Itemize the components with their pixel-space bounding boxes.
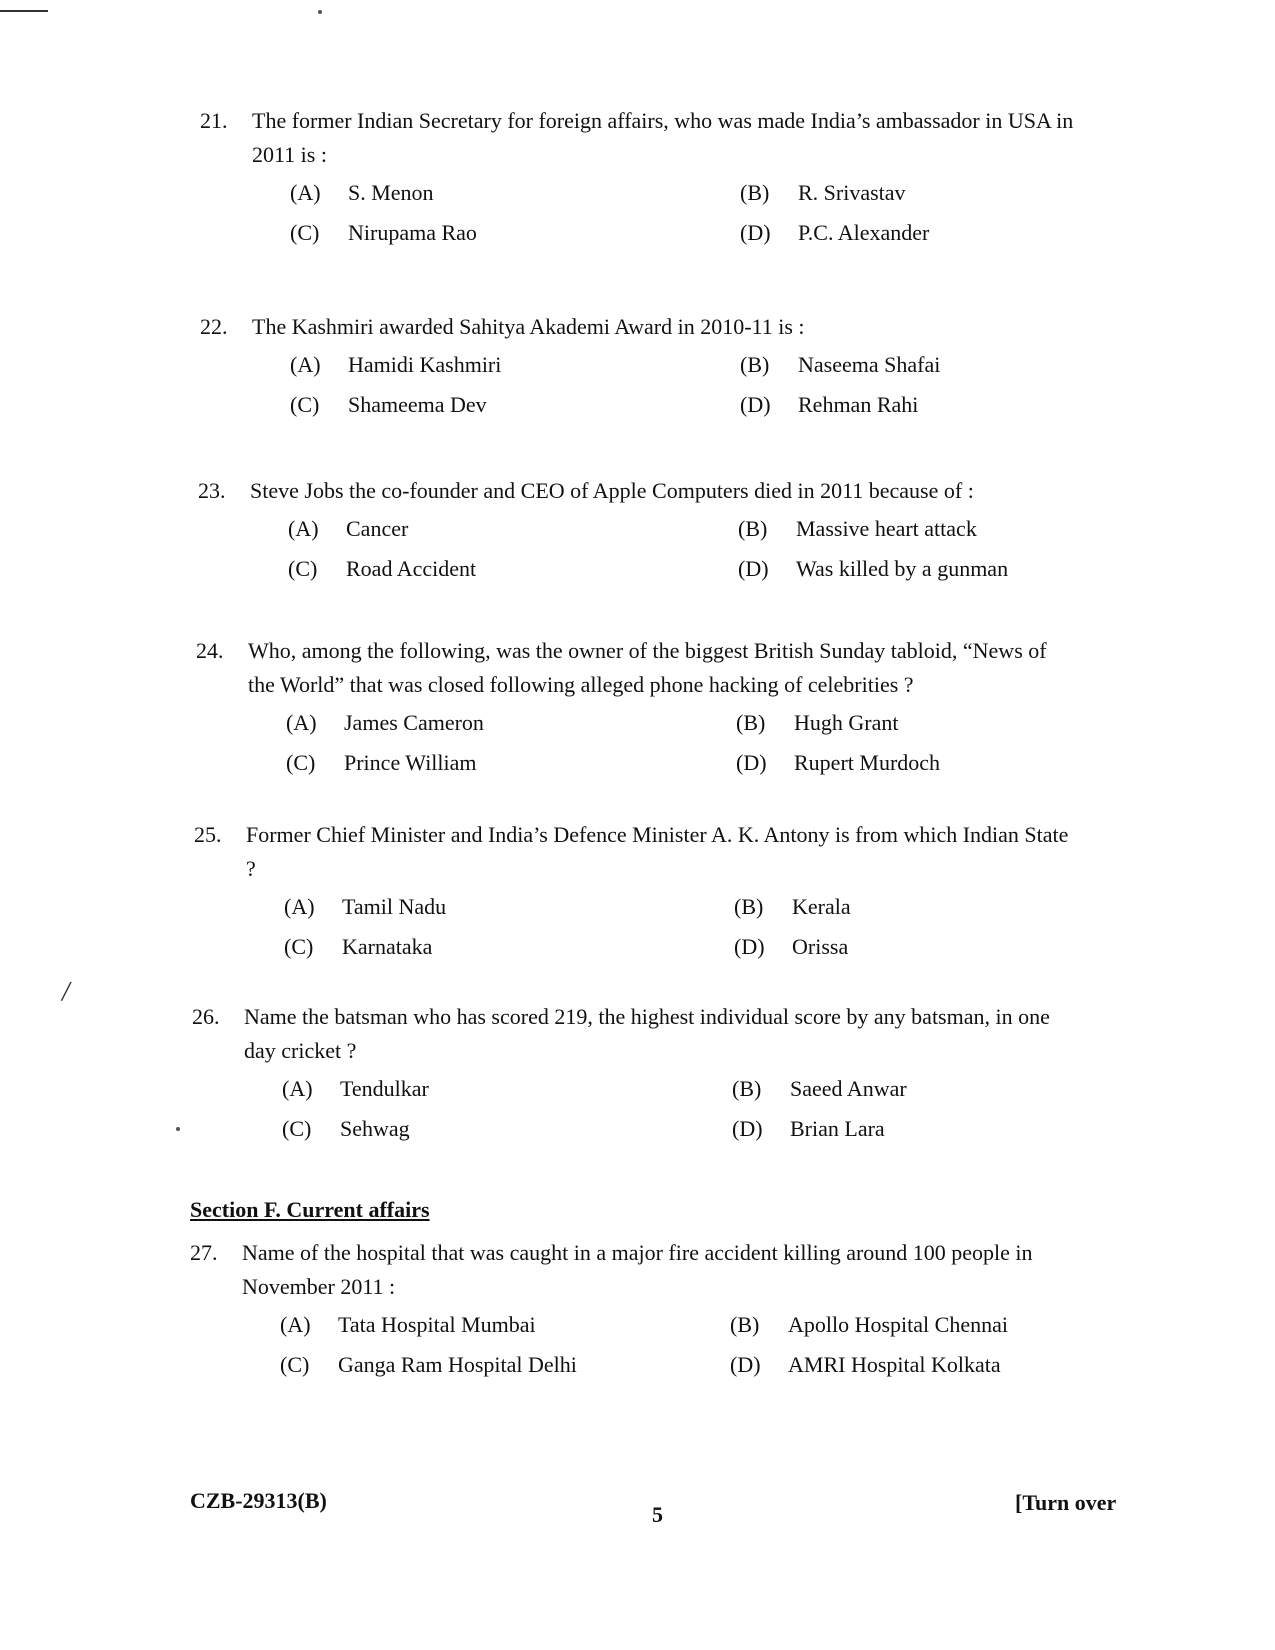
options — [288, 512, 1078, 586]
option-letter: (B) — [736, 710, 766, 735]
options — [286, 706, 1076, 780]
option-letter: (A) — [284, 894, 315, 919]
option-c — [288, 552, 738, 586]
options — [280, 1308, 1070, 1382]
question-23 — [198, 474, 1078, 586]
option-c — [286, 746, 736, 780]
option-letter: (C) — [290, 392, 320, 417]
question-number: 22. — [200, 314, 228, 339]
option-text: Was killed by a gunman — [796, 556, 1009, 581]
option-text: Tendulkar — [340, 1076, 429, 1101]
option-b — [734, 890, 1114, 924]
option-letter: (D) — [734, 934, 765, 959]
options — [282, 1072, 1072, 1146]
option-d — [740, 388, 1120, 422]
option-letter: (A) — [280, 1312, 311, 1337]
option-letter: (A) — [290, 180, 321, 205]
option-letter: (D) — [730, 1352, 761, 1377]
question-text: The former Indian Secretary for foreign affairs, who was made India’s ambassador in USA in 2011 is : — [252, 108, 1074, 167]
option-text: Rupert Murdoch — [794, 750, 941, 775]
option-text: Brian Lara — [790, 1116, 885, 1141]
option-text: Karnataka — [342, 934, 433, 959]
option-text: Kerala — [792, 894, 851, 919]
option-text: S. Menon — [348, 180, 434, 205]
option-letter: (A) — [282, 1076, 313, 1101]
option-b — [740, 176, 1120, 210]
option-c — [290, 216, 740, 250]
option-letter: (D) — [740, 220, 771, 245]
option-letter: (A) — [286, 710, 317, 735]
question-text: Who, among the following, was the owner of the biggest British Sunday tabloid, “News of the World” that was closed following alleged phone hacking of celebrities ? — [248, 638, 1047, 697]
question-text: The Kashmiri awarded Sahitya Akademi Award in 2010-11 is : — [252, 314, 805, 339]
option-letter: (B) — [734, 894, 764, 919]
option-c — [282, 1112, 732, 1146]
option-text: Nirupama Rao — [348, 220, 477, 245]
option-letter: (C) — [282, 1116, 312, 1141]
options — [290, 176, 1080, 250]
pen-mark: / — [59, 974, 73, 1009]
option-text: Road Accident — [346, 556, 477, 581]
option-d — [730, 1348, 1110, 1382]
question-number: 26. — [192, 1004, 220, 1029]
paper-code: CZB-29313(B) — [190, 1488, 327, 1513]
option-text: R. Srivastav — [798, 180, 906, 205]
question-text: Former Chief Minister and India’s Defence Minister A. K. Antony is from which Indian State ? — [246, 822, 1069, 881]
question-21 — [200, 104, 1080, 250]
option-d — [736, 746, 1116, 780]
option-d — [738, 552, 1118, 586]
question-text: Name of the hospital that was caught in a major fire accident killing around 100 people in November 2011 : — [242, 1240, 1033, 1299]
question-text: Name the batsman who has scored 219, the highest individual score by any batsman, in one day cricket ? — [244, 1004, 1050, 1063]
option-d — [732, 1112, 1112, 1146]
option-d — [734, 930, 1114, 964]
option-letter: (B) — [740, 352, 770, 377]
option-text: Rehman Rahi — [798, 392, 919, 417]
option-letter: (B) — [738, 516, 768, 541]
scan-speck — [176, 1127, 180, 1131]
option-letter: (B) — [732, 1076, 762, 1101]
option-text: Tamil Nadu — [342, 894, 447, 919]
option-text: Hamidi Kashmiri — [348, 352, 502, 377]
option-text: James Cameron — [344, 710, 484, 735]
option-a — [288, 512, 738, 546]
option-b — [732, 1072, 1112, 1106]
option-text: Tata Hospital Mumbai — [338, 1312, 536, 1337]
option-b — [738, 512, 1118, 546]
option-letter: (C) — [286, 750, 316, 775]
option-text: P.C. Alexander — [798, 220, 930, 245]
question-27 — [190, 1236, 1070, 1382]
option-c — [280, 1348, 730, 1382]
option-b — [740, 348, 1120, 382]
option-text: Saeed Anwar — [790, 1076, 907, 1101]
option-text: Orissa — [792, 934, 849, 959]
option-a — [284, 890, 734, 924]
option-text: Apollo Hospital Chennai — [788, 1312, 1008, 1337]
option-a — [280, 1308, 730, 1342]
scan-mark — [0, 10, 48, 12]
question-22 — [200, 310, 1080, 422]
option-text: Prince William — [344, 750, 477, 775]
option-letter: (C) — [288, 556, 318, 581]
question-26 — [192, 1000, 1072, 1146]
option-d — [740, 216, 1120, 250]
option-letter: (C) — [284, 934, 314, 959]
option-letter: (A) — [290, 352, 321, 377]
option-a — [290, 176, 740, 210]
option-letter: (B) — [740, 180, 770, 205]
question-number: 21. — [200, 108, 228, 133]
option-a — [290, 348, 740, 382]
scan-speck — [318, 10, 322, 14]
option-text: Massive heart attack — [796, 516, 977, 541]
option-letter: (D) — [736, 750, 767, 775]
option-text: Ganga Ram Hospital Delhi — [338, 1352, 577, 1377]
option-b — [736, 706, 1116, 740]
options — [290, 348, 1080, 422]
question-number: 24. — [196, 638, 224, 663]
option-letter: (C) — [290, 220, 320, 245]
option-a — [286, 706, 736, 740]
question-number: 27. — [190, 1240, 218, 1265]
option-letter: (C) — [280, 1352, 310, 1377]
page-number: 5 — [652, 1502, 663, 1527]
option-letter: (A) — [288, 516, 319, 541]
option-letter: (D) — [740, 392, 771, 417]
option-a — [282, 1072, 732, 1106]
option-letter: (B) — [730, 1312, 760, 1337]
option-b — [730, 1308, 1110, 1342]
turn-over-label: [Turn over — [1015, 1490, 1117, 1515]
option-text: Sehwag — [340, 1116, 410, 1141]
option-letter: (D) — [732, 1116, 763, 1141]
option-text: Hugh Grant — [794, 710, 899, 735]
question-25 — [194, 818, 1074, 964]
option-text: Shameema Dev — [348, 392, 487, 417]
option-c — [284, 930, 734, 964]
question-number: 23. — [198, 478, 226, 503]
question-number: 25. — [194, 822, 222, 847]
options — [284, 890, 1074, 964]
option-c — [290, 388, 740, 422]
option-text: Cancer — [346, 516, 409, 541]
question-24 — [196, 634, 1076, 780]
option-text: AMRI Hospital Kolkata — [788, 1352, 1001, 1377]
section-heading: Section F. Current affairs — [190, 1197, 430, 1222]
option-letter: (D) — [738, 556, 769, 581]
question-text: Steve Jobs the co-founder and CEO of Apple Computers died in 2011 because of : — [250, 478, 974, 503]
option-text: Naseema Shafai — [798, 352, 941, 377]
